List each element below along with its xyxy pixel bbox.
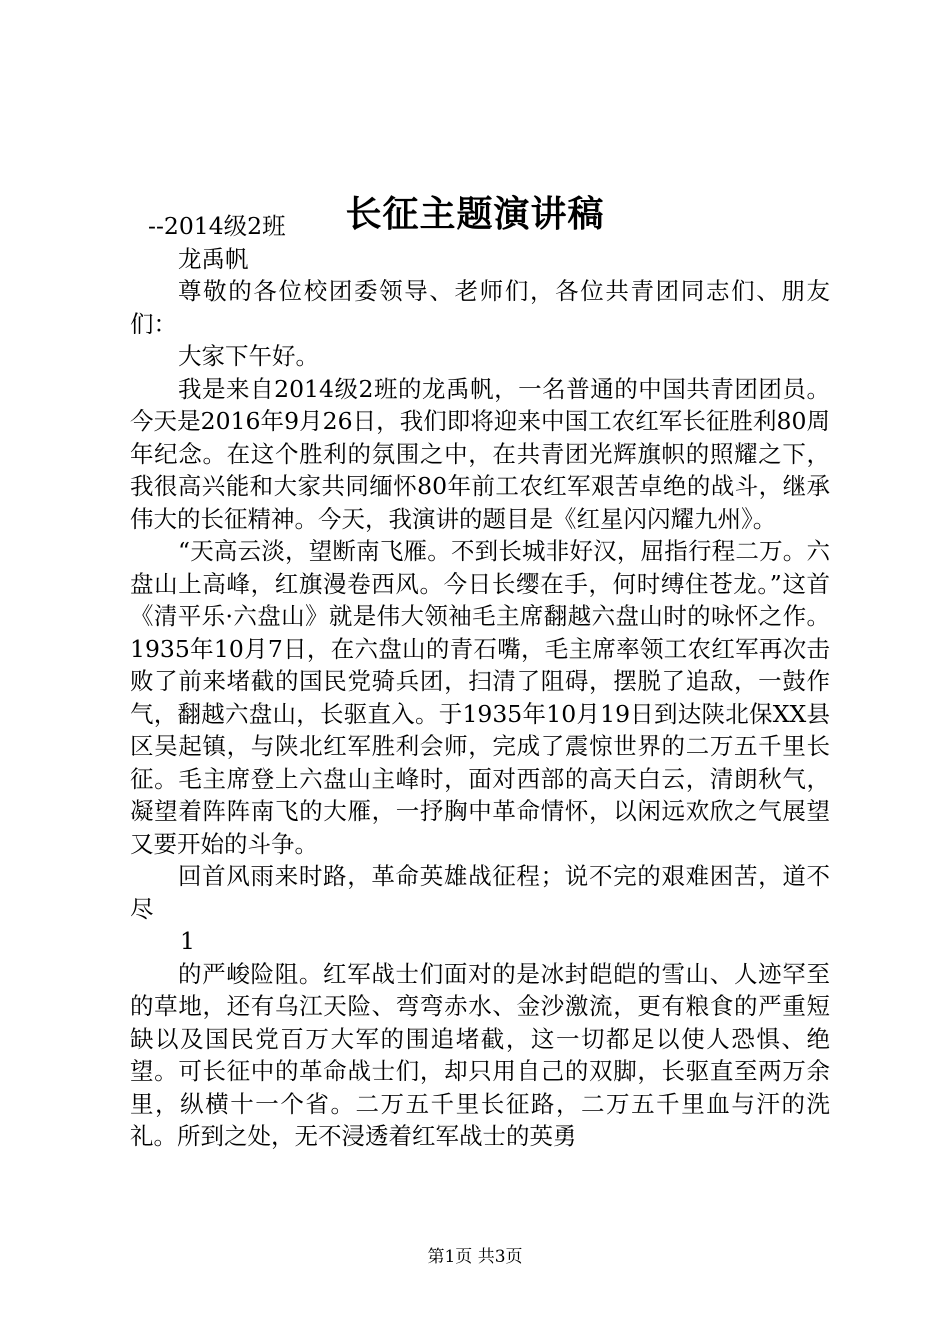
paragraph-continuation: 的严峻险阻。红军战士们面对的是冰封皑皑的雪山、人迹罕至的草地，还有乌江天险、弯弯赤水、金沙激流，更有粮食的严重短缺以及国民党百万大军的围追堵截，这一切都足以使人恐惧、绝望。可长征中的革命战士们，却只用自己的双脚，长驱直至两万余里，纵横十一个省。二万五千里长征路，二万五千里血与汗的洗礼。所到之处，无不浸透着红军战士的英勇 xyxy=(130,959,830,1150)
page-title: 长征主题演讲稿 xyxy=(345,193,605,235)
paragraph-review: 回首风雨来时路，革命英雄战征程；说不完的艰难困苦，道不尽 xyxy=(130,862,830,923)
paragraph-intro: 我是来自2014级2班的龙禹帆，一名普通的中国共青团团员。今天是2016年9月26日，我们即将迎来中国工农红军长征胜利80周年纪念。在这个胜利的氛围之中，在共青团光辉旗帜的照耀之下，我很高兴能和大家共同缅怀80年前工农红军艰苦卓绝的战斗，继承伟大的长征精神。今天，我演讲的题目是《红星闪闪耀九州》。 xyxy=(130,374,830,533)
author-class: --2014级2班 xyxy=(148,212,286,240)
paragraph-greeting: 尊敬的各位校团委领导、老师们，各位共青团同志们、朋友们： xyxy=(130,277,830,338)
paragraph-poem: “天高云淡，望断南飞雁。不到长城非好汉，屈指行程二万。六盘山上高峰，红旗漫卷西风。今日长缨在手，何时缚住苍龙。”这首《清平乐·六盘山》就是伟大领袖毛主席翻越六盘山时的咏怀之作。1935年10月7日，在六盘山的青石嘴，毛主席率领工农红军再次击败了前来堵截的国民党骑兵团，扫清了阻碍，摆脱了追敌，一鼓作气，翻越六盘山，长驱直入。于1935年10月19日到达陕北保XX县区吴起镇，与陕北红军胜利会师，完成了震惊世界的二万五千里长征。毛主席登上六盘山主峰时，面对西部的高天白云，清朗秋气，凝望着阵阵南飞的大雁，一抒胸中革命情怀，以闲远欢欣之气展望又要开始的斗争。 xyxy=(130,537,830,858)
author-name: 龙禹帆 xyxy=(178,244,249,273)
page-footer: 第1页 共3页 xyxy=(427,1247,523,1267)
document-body xyxy=(130,210,830,1153)
paragraph-hello: 大家下午好。 xyxy=(178,342,319,370)
inline-page-number: 1 xyxy=(180,927,195,955)
